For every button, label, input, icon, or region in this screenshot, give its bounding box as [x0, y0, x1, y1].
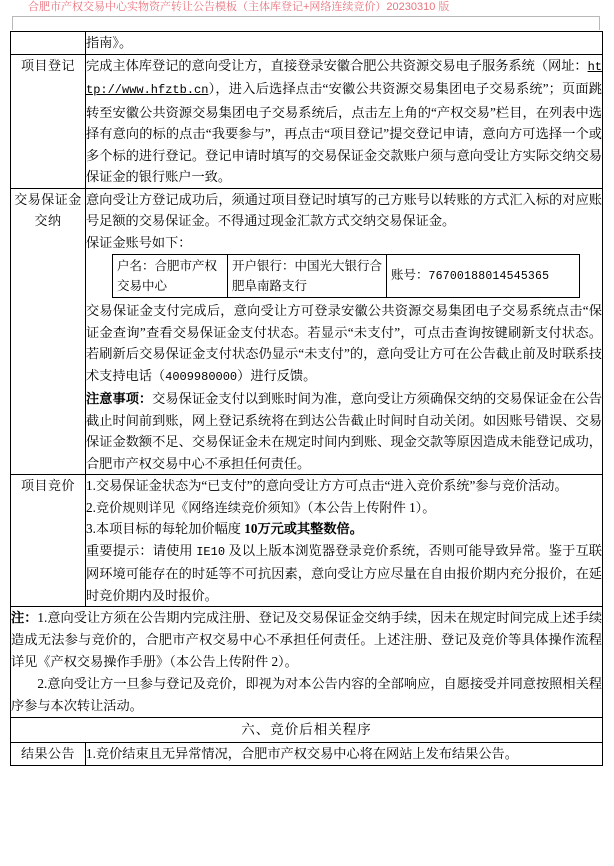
important-tip-text-b: 及以上版本浏览器登录竞价系统，否则可能导致异常。鉴于互联网环境可能存在的时延等不可抗因素，意向受让方应尽量在自由报价期内充分报价，在延时竞价期内及时报价。	[86, 542, 602, 603]
bidding-item-1: 1.交易保证金状态为“已支付”的意向受让方方可点击“进入竞价系统”参与竞价活动。	[86, 478, 568, 493]
paragraph-payment-status	[86, 300, 602, 388]
bid-increment-amount: 10万元或其整数倍。	[244, 521, 363, 536]
row-body-project-bidding	[86, 475, 603, 607]
row-label-project-bidding: 项目竞价	[11, 475, 86, 607]
payment-status-text-a: 交易保证金支付完成后，意向受让方可登录安徽公共资源交易集团电子交易系统点击“保证金查询”查看交易保证金支付状态。若显示“未支付”，可点击查询按键刷新支付状态。若刷新后交易保证金支付状态仍显示“未支付”的，意向受让方可在公告截止前及时联系技术支持电话（	[86, 303, 602, 383]
table-row	[11, 32, 603, 55]
account-number-label: 账号：	[391, 268, 429, 282]
table-row	[11, 743, 603, 766]
section-heading-six: 六、竞价后相关程序	[11, 718, 603, 743]
payment-status-text-b: ）进行反馈。	[237, 367, 317, 383]
note-item-1	[11, 607, 602, 673]
paragraph	[86, 55, 602, 188]
browser-version: IE10	[196, 544, 226, 559]
registration-url-link[interactable]: http://www.hfztb.cn	[86, 59, 602, 97]
paragraph-account-lead: 保证金账号如下：	[86, 234, 192, 250]
bank-account-block	[86, 253, 602, 300]
table-row-note	[11, 607, 603, 718]
paragraph: 1.竞价结束且无异常情况，合肥市产权交易中心将在网站上发布结果公告。	[86, 746, 518, 761]
notice-label: 注意事项：	[86, 391, 153, 406]
table-row	[11, 54, 603, 188]
table-row	[11, 475, 603, 607]
row-body-result-announcement	[86, 743, 603, 766]
note-item-1-text: 1.意向受让方须在公告期内完成注册、登记及交易保证金交纳手续，因未在规定时间完成上述手续造成无法参与竞价的，合肥市产权交易中心不承担任何责任。上述注册、登记及竞价等具体操作流程详见《产权交易操作手册》（本公告上传附件 2）。	[11, 610, 603, 669]
announcement-table	[10, 31, 603, 766]
bank-account-number-cell	[387, 255, 580, 298]
row-body-deposit-payment	[86, 188, 603, 475]
row-body-continuation	[86, 32, 603, 55]
paragraph-deposit-intro: 意向受让方登记成功后，须通过项目登记时填写的己方账号以转账的方式汇入标的对应账号足额的交易保证金。不得通过现金汇款方式交纳交易保证金。	[86, 191, 602, 228]
bank-table-row	[113, 255, 580, 298]
important-tip-text-a: 重要提示：请使用	[86, 542, 197, 558]
note-cell	[11, 607, 603, 718]
row-label-project-registration: 项目登记	[11, 54, 86, 188]
bank-account-name: 户名：合肥市产权交易中心	[113, 255, 228, 298]
text-after-url: ），进入后选择点击“安徽公共资源交易集团电子交易系统”；页面跳转至安徽公共资源交易集团电子交易系统后，点击左上角的“产权交易”栏目，在列表中选择有意向的标的点击“我要参与”，再点击“项目登记”提交登记申请，意向方可选择一个或多个标的进行登记。登记申请时填写的交易保证金交款账户须与意向受让方实际交纳交易保证金的银行账户一致。	[86, 81, 602, 184]
row-body-project-registration	[86, 54, 603, 188]
paragraph: 指南》。	[86, 35, 133, 50]
header-title: 合肥市产权交易中心实物资产转让公告模板（主体库登记+网络连续竞价）20230310 版	[28, 1, 450, 13]
bidding-item-3	[86, 518, 602, 540]
table-row	[11, 188, 603, 475]
bank-name: 开户银行：中国光大银行合肥阜南路支行	[228, 255, 387, 298]
text-before-url: 完成主体库登记的意向受让方，直接登录安徽合肥公共资源交易电子服务系统（网址：	[86, 57, 588, 73]
row-label-result-announcement: 结果公告	[11, 743, 86, 766]
bank-account-table	[112, 254, 580, 298]
paragraph-notice	[86, 388, 602, 474]
notice-text: 交易保证金支付以到账时间为准，意向受让方须确保交纳的交易保证金在公告截止时间前到账，网上登记系统将在到达公告截止时间时自动关闭。如因账号错误、交易保证金数额不足、交易保证金未在规定时间内到账、现金交款等原因造成未能登记成功，合肥市产权交易中心不承担任何责任。	[86, 391, 603, 471]
note-item-2: 2.意向受让方一旦参与登记及竞价，即视为对本公告内容的全部响应，自愿接受并同意按照相关程序参与本次转让活动。	[11, 676, 602, 713]
table-row-section	[11, 718, 603, 743]
bidding-item-2: 2.竞价规则详见《网络连续竞价须知》（本公告上传附件 1）。	[86, 499, 436, 515]
row-label-deposit-payment: 交易保证金交纳	[11, 188, 86, 475]
support-phone-number: 4009980000	[165, 369, 238, 384]
bidding-item-4	[86, 540, 602, 607]
note-label: 注：	[11, 610, 38, 625]
account-number-value: 76700188014545365	[428, 270, 550, 283]
bidding-item-3-text: 3.本项目标的每轮加价幅度	[86, 521, 245, 536]
row-label-continuation	[11, 32, 86, 55]
page-frame-top	[12, 16, 600, 30]
